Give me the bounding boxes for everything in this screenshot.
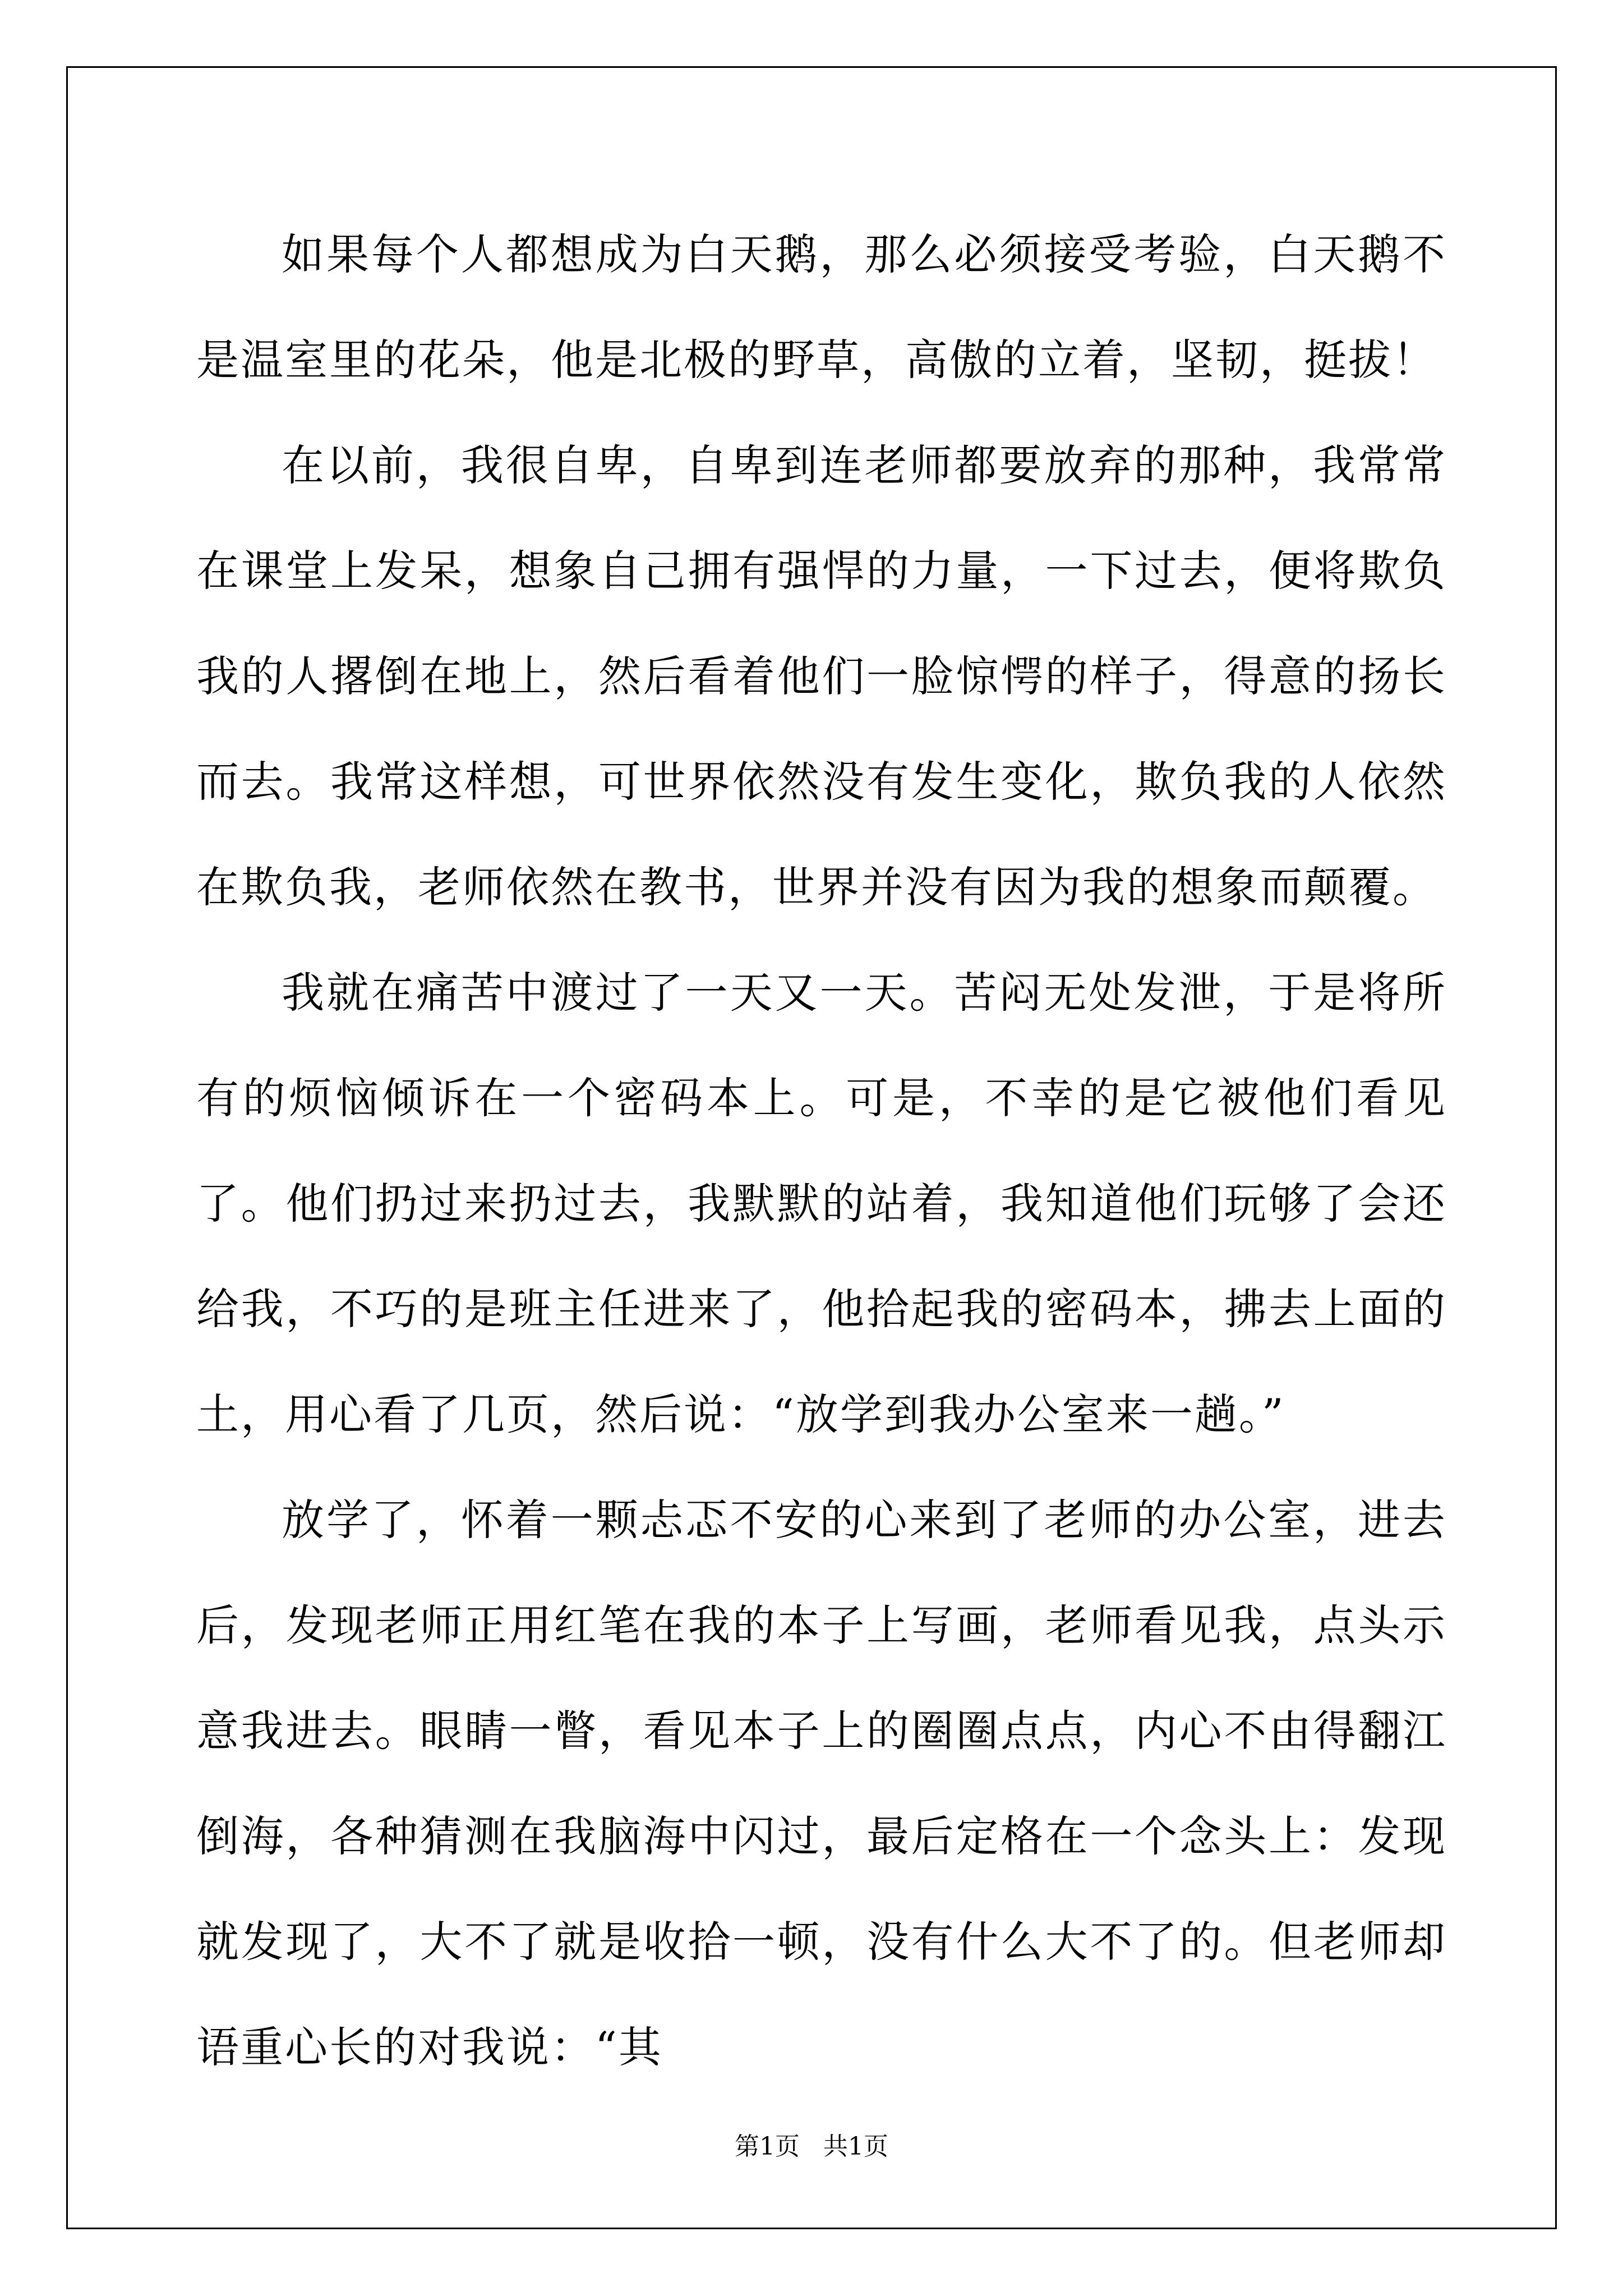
- paragraph-2: 在以前，我很自卑，自卑到连老师都要放弃的那种，我常常在课堂上发呆，想象自己拥有强悍的力量，一下过去，便将欺负我的人撂倒在地上，然后看着他们一脸惊愕的样子，得意的扬长而去。我常这样想，可世界依然没有发生变化，欺负我的人依然在欺负我，老师依然在教书，世界并没有因为我的想象而颠覆。: [196, 440, 1447, 912]
- page-footer: [0, 2126, 1623, 2162]
- page-number: 第1页: [735, 2132, 800, 2161]
- paragraph-3: 我就在痛苦中渡过了一天又一天。苦闷无处发泄，于是将所有的烦恼倾诉在一个密码本上。可是，不幸的是它被他们看见了。他们扔过来扔过去，我默默的站着，我知道他们玩够了会还给我，不巧的是班主任进来了，他拾起我的密码本，拂去上面的土，用心看了几页，然后说：“放学到我办公室来一趟。”: [196, 968, 1447, 1439]
- paragraph-4: 放学了，怀着一颗忐忑不安的心来到了老师的办公室，进去后，发现老师正用红笔在我的本子上写画，老师看见我，点头示意我进去。眼睛一瞥，看见本子上的圈圈点点，内心不由得翻江倒海，各种猜测在我脑海中闪过，最后定格在一个念头上：发现就发现了，大不了就是收拾一顿，没有什么大不了的。但老师却语重心长的对我说：“其: [196, 1495, 1447, 2072]
- page-total: 共1页: [823, 2132, 888, 2161]
- paragraph-1: 如果每个人都想成为白天鹅，那么必须接受考验，白天鹅不是温室里的花朵，他是北极的野草，高傲的立着，坚韧，挺拔！: [196, 229, 1447, 385]
- document-body: [196, 202, 1447, 2100]
